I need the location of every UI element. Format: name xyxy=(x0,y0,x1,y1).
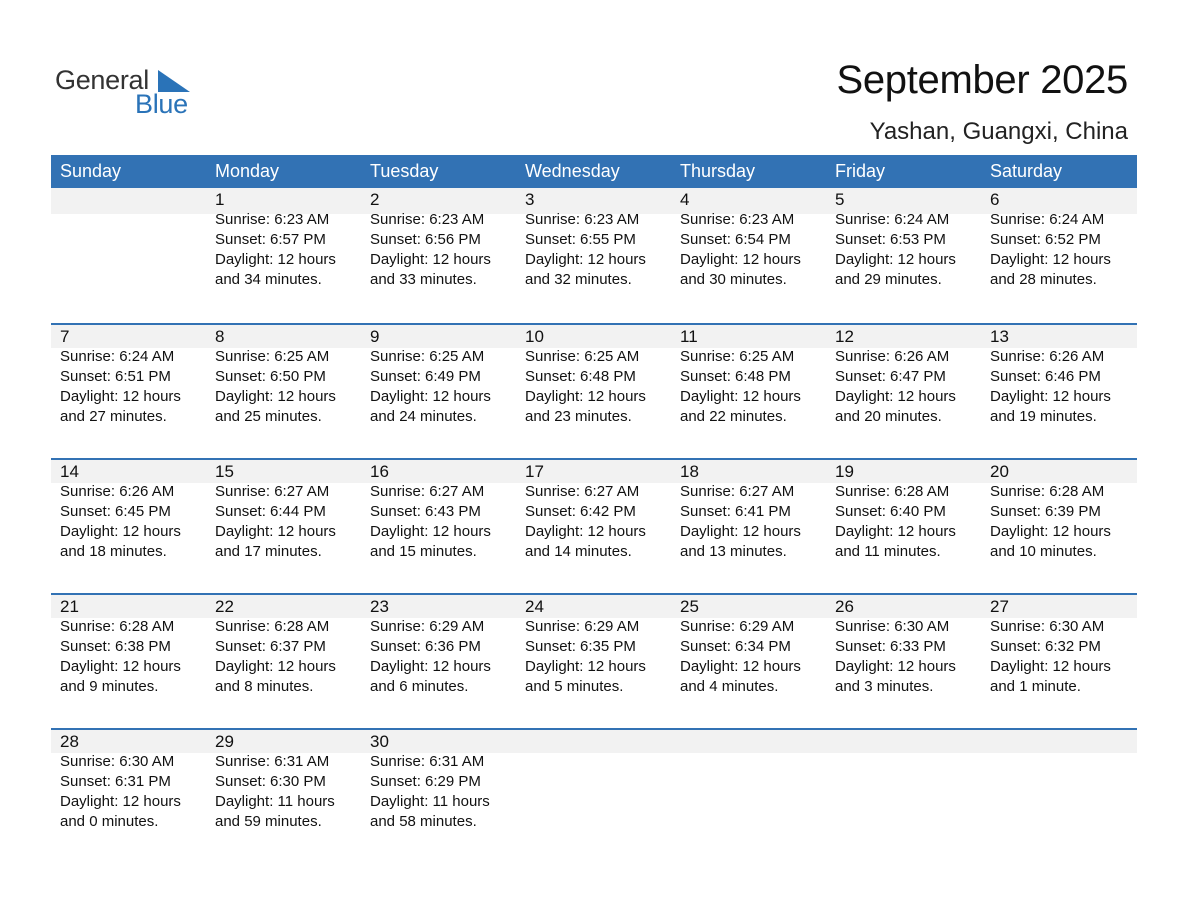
daylight-text: Daylight: 12 hours xyxy=(680,251,801,268)
sunset-text: Sunset: 6:50 PM xyxy=(215,368,326,385)
sunrise-text: Sunrise: 6:23 AM xyxy=(525,211,640,228)
calendar-week xyxy=(51,458,1137,593)
sunrise-text: Sunrise: 6:23 AM xyxy=(215,211,330,228)
day-cell xyxy=(361,458,516,562)
daylight-text: Daylight: 12 hours xyxy=(835,523,956,540)
sunrise-text: Sunrise: 6:25 AM xyxy=(215,348,330,365)
day-cell xyxy=(206,593,361,697)
day-cell xyxy=(981,323,1137,427)
sunset-text: Sunset: 6:40 PM xyxy=(835,503,946,520)
daylight-text: Daylight: 12 hours xyxy=(680,523,801,540)
day-cell xyxy=(361,188,516,290)
sunset-text: Sunset: 6:56 PM xyxy=(370,231,481,248)
daylight-minutes-text: and 3 minutes. xyxy=(835,678,934,695)
day-cell xyxy=(516,458,671,562)
day-number: 22 xyxy=(215,597,234,616)
sunset-text: Sunset: 6:39 PM xyxy=(990,503,1101,520)
sunset-text: Sunset: 6:30 PM xyxy=(215,773,326,790)
sunset-text: Sunset: 6:34 PM xyxy=(680,638,791,655)
daylight-text: Daylight: 12 hours xyxy=(215,388,336,405)
daylight-text: Daylight: 12 hours xyxy=(60,388,181,405)
sunset-text: Sunset: 6:44 PM xyxy=(215,503,326,520)
sunrise-text: Sunrise: 6:26 AM xyxy=(835,348,950,365)
daylight-minutes-text: and 58 minutes. xyxy=(370,813,477,830)
day-number: 24 xyxy=(525,597,544,616)
day-cell xyxy=(671,593,826,697)
day-cell xyxy=(516,593,671,697)
sunrise-text: Sunrise: 6:28 AM xyxy=(60,618,175,635)
empty-day-cell xyxy=(981,728,1137,832)
day-number: 17 xyxy=(525,462,544,481)
daylight-minutes-text: and 23 minutes. xyxy=(525,408,632,425)
sunrise-text: Sunrise: 6:23 AM xyxy=(370,211,485,228)
day-number: 25 xyxy=(680,597,699,616)
day-number: 12 xyxy=(835,327,854,346)
sunrise-text: Sunrise: 6:26 AM xyxy=(990,348,1105,365)
day-number: 28 xyxy=(60,732,79,751)
daylight-text: Daylight: 12 hours xyxy=(60,793,181,810)
daylight-minutes-text: and 34 minutes. xyxy=(215,271,322,288)
sunset-text: Sunset: 6:52 PM xyxy=(990,231,1101,248)
day-cell xyxy=(671,323,826,427)
sunrise-text: Sunrise: 6:24 AM xyxy=(60,348,175,365)
sunrise-text: Sunrise: 6:27 AM xyxy=(370,483,485,500)
day-number: 5 xyxy=(835,190,845,209)
sunset-text: Sunset: 6:49 PM xyxy=(370,368,481,385)
daylight-minutes-text: and 33 minutes. xyxy=(370,271,477,288)
day-cell xyxy=(361,593,516,697)
sunrise-text: Sunrise: 6:25 AM xyxy=(680,348,795,365)
daylight-text: Daylight: 12 hours xyxy=(370,251,491,268)
weekday-header-row xyxy=(51,155,1137,188)
day-number: 10 xyxy=(525,327,544,346)
daylight-text: Daylight: 12 hours xyxy=(990,388,1111,405)
location-subtitle: Yashan, Guangxi, China xyxy=(869,118,1128,145)
page-title: September 2025 xyxy=(836,58,1128,102)
daylight-minutes-text: and 20 minutes. xyxy=(835,408,942,425)
daylight-minutes-text: and 27 minutes. xyxy=(60,408,167,425)
daylight-minutes-text: and 22 minutes. xyxy=(680,408,787,425)
sunrise-text: Sunrise: 6:30 AM xyxy=(990,618,1105,635)
daylight-minutes-text: and 11 minutes. xyxy=(835,543,941,560)
sunset-text: Sunset: 6:33 PM xyxy=(835,638,946,655)
weekday-wednesday: Wednesday xyxy=(525,161,620,181)
sunset-text: Sunset: 6:53 PM xyxy=(835,231,946,248)
sunset-text: Sunset: 6:55 PM xyxy=(525,231,636,248)
weekday-thursday: Thursday xyxy=(680,161,756,181)
week-days xyxy=(51,188,1137,290)
day-cell xyxy=(516,188,671,290)
daylight-minutes-text: and 14 minutes. xyxy=(525,543,632,560)
calendar-grid xyxy=(51,155,1137,863)
sunrise-text: Sunrise: 6:29 AM xyxy=(370,618,485,635)
sunrise-text: Sunrise: 6:31 AM xyxy=(370,753,485,770)
sunrise-text: Sunrise: 6:29 AM xyxy=(680,618,795,635)
day-cell xyxy=(361,323,516,427)
daylight-text: Daylight: 12 hours xyxy=(60,523,181,540)
day-number: 29 xyxy=(215,732,234,751)
empty-day-cell xyxy=(51,188,206,290)
day-number: 16 xyxy=(370,462,389,481)
daylight-text: Daylight: 12 hours xyxy=(835,251,956,268)
sunset-text: Sunset: 6:45 PM xyxy=(60,503,171,520)
daylight-minutes-text: and 18 minutes. xyxy=(60,543,167,560)
day-number: 26 xyxy=(835,597,854,616)
day-cell xyxy=(206,188,361,290)
day-number: 18 xyxy=(680,462,699,481)
day-number: 11 xyxy=(680,327,698,346)
sunset-text: Sunset: 6:47 PM xyxy=(835,368,946,385)
weeks-container xyxy=(51,188,1137,863)
daylight-text: Daylight: 12 hours xyxy=(525,388,646,405)
daylight-text: Daylight: 12 hours xyxy=(835,388,956,405)
daylight-text: Daylight: 12 hours xyxy=(60,658,181,675)
sunset-text: Sunset: 6:36 PM xyxy=(370,638,481,655)
daylight-minutes-text: and 30 minutes. xyxy=(680,271,787,288)
sunset-text: Sunset: 6:43 PM xyxy=(370,503,481,520)
sunset-text: Sunset: 6:29 PM xyxy=(370,773,481,790)
daylight-minutes-text: and 1 minute. xyxy=(990,678,1081,695)
day-cell xyxy=(981,593,1137,697)
day-number: 8 xyxy=(215,327,225,346)
day-cell xyxy=(826,323,981,427)
day-cell xyxy=(361,728,516,832)
sunset-text: Sunset: 6:31 PM xyxy=(60,773,171,790)
day-cell xyxy=(51,458,206,562)
day-number: 14 xyxy=(60,462,79,481)
daylight-minutes-text: and 10 minutes. xyxy=(990,543,1097,560)
sunset-text: Sunset: 6:48 PM xyxy=(525,368,636,385)
day-number: 6 xyxy=(990,190,1000,209)
day-cell xyxy=(671,458,826,562)
daylight-minutes-text: and 29 minutes. xyxy=(835,271,942,288)
daylight-minutes-text: and 6 minutes. xyxy=(370,678,469,695)
day-number: 4 xyxy=(680,190,690,209)
day-number: 15 xyxy=(215,462,234,481)
day-cell xyxy=(826,593,981,697)
daylight-text: Daylight: 12 hours xyxy=(680,388,801,405)
day-number: 7 xyxy=(60,327,70,346)
weekday-tuesday: Tuesday xyxy=(370,161,439,181)
day-number: 20 xyxy=(990,462,1009,481)
sunset-text: Sunset: 6:37 PM xyxy=(215,638,326,655)
day-cell xyxy=(206,323,361,427)
day-number: 1 xyxy=(215,190,225,209)
daylight-minutes-text: and 32 minutes. xyxy=(525,271,632,288)
daylight-text: Daylight: 12 hours xyxy=(835,658,956,675)
sunrise-text: Sunrise: 6:26 AM xyxy=(60,483,175,500)
daylight-minutes-text: and 59 minutes. xyxy=(215,813,322,830)
calendar-week xyxy=(51,188,1137,323)
day-cell xyxy=(51,323,206,427)
weekday-saturday: Saturday xyxy=(990,161,1063,181)
sunrise-text: Sunrise: 6:30 AM xyxy=(835,618,950,635)
day-number: 27 xyxy=(990,597,1009,616)
daylight-text: Daylight: 12 hours xyxy=(215,523,336,540)
sunrise-text: Sunrise: 6:28 AM xyxy=(215,618,330,635)
day-cell xyxy=(981,188,1137,290)
day-number: 3 xyxy=(525,190,535,209)
day-cell xyxy=(206,458,361,562)
daylight-text: Daylight: 11 hours xyxy=(215,793,335,810)
daylight-text: Daylight: 12 hours xyxy=(525,251,646,268)
daylight-minutes-text: and 13 minutes. xyxy=(680,543,787,560)
logo-blue-text: Blue xyxy=(135,89,188,119)
daylight-minutes-text: and 19 minutes. xyxy=(990,408,1097,425)
daylight-minutes-text: and 9 minutes. xyxy=(60,678,159,695)
day-cell xyxy=(206,728,361,832)
day-cell xyxy=(981,458,1137,562)
sunrise-text: Sunrise: 6:29 AM xyxy=(525,618,640,635)
daylight-minutes-text: and 15 minutes. xyxy=(370,543,477,560)
daylight-text: Daylight: 12 hours xyxy=(215,251,336,268)
day-number: 23 xyxy=(370,597,389,616)
day-cell xyxy=(51,593,206,697)
sunset-text: Sunset: 6:38 PM xyxy=(60,638,171,655)
daylight-text: Daylight: 12 hours xyxy=(525,658,646,675)
week-days xyxy=(51,458,1137,562)
daylight-minutes-text: and 0 minutes. xyxy=(60,813,159,830)
sunset-text: Sunset: 6:35 PM xyxy=(525,638,636,655)
weekday-sunday: Sunday xyxy=(60,161,122,181)
sunrise-text: Sunrise: 6:28 AM xyxy=(990,483,1105,500)
daylight-text: Daylight: 12 hours xyxy=(370,523,491,540)
week-days xyxy=(51,593,1137,697)
sunset-text: Sunset: 6:46 PM xyxy=(990,368,1101,385)
daylight-text: Daylight: 12 hours xyxy=(990,251,1111,268)
daylight-minutes-text: and 28 minutes. xyxy=(990,271,1097,288)
week-days xyxy=(51,728,1137,832)
day-number: 2 xyxy=(370,190,380,209)
day-cell xyxy=(516,323,671,427)
day-number: 19 xyxy=(835,462,854,481)
empty-day-cell xyxy=(826,728,981,832)
daylight-text: Daylight: 12 hours xyxy=(370,658,491,675)
brand-logo xyxy=(55,64,195,120)
weekday-monday: Monday xyxy=(215,161,280,181)
calendar-week xyxy=(51,728,1137,863)
daylight-text: Daylight: 12 hours xyxy=(525,523,646,540)
daylight-text: Daylight: 12 hours xyxy=(990,658,1111,675)
day-number: 30 xyxy=(370,732,389,751)
sunrise-text: Sunrise: 6:27 AM xyxy=(215,483,330,500)
daylight-minutes-text: and 5 minutes. xyxy=(525,678,624,695)
weekday-friday: Friday xyxy=(835,161,886,181)
sunset-text: Sunset: 6:48 PM xyxy=(680,368,791,385)
day-cell xyxy=(671,188,826,290)
sunrise-text: Sunrise: 6:28 AM xyxy=(835,483,950,500)
sunrise-text: Sunrise: 6:24 AM xyxy=(835,211,950,228)
logo-general-text: General xyxy=(55,65,149,95)
daylight-minutes-text: and 17 minutes. xyxy=(215,543,322,560)
sunset-text: Sunset: 6:54 PM xyxy=(680,231,791,248)
daylight-text: Daylight: 12 hours xyxy=(215,658,336,675)
sunset-text: Sunset: 6:57 PM xyxy=(215,231,326,248)
sunrise-text: Sunrise: 6:24 AM xyxy=(990,211,1105,228)
sunrise-text: Sunrise: 6:27 AM xyxy=(525,483,640,500)
empty-day-cell xyxy=(671,728,826,832)
daylight-text: Daylight: 12 hours xyxy=(370,388,491,405)
daylight-minutes-text: and 4 minutes. xyxy=(680,678,779,695)
day-number: 9 xyxy=(370,327,380,346)
sunset-text: Sunset: 6:51 PM xyxy=(60,368,171,385)
week-days xyxy=(51,323,1137,427)
sunset-text: Sunset: 6:32 PM xyxy=(990,638,1101,655)
daylight-text: Daylight: 12 hours xyxy=(680,658,801,675)
sunrise-text: Sunrise: 6:25 AM xyxy=(525,348,640,365)
sunset-text: Sunset: 6:41 PM xyxy=(680,503,791,520)
daylight-text: Daylight: 12 hours xyxy=(990,523,1111,540)
daylight-minutes-text: and 25 minutes. xyxy=(215,408,322,425)
sunset-text: Sunset: 6:42 PM xyxy=(525,503,636,520)
day-cell xyxy=(826,458,981,562)
sunrise-text: Sunrise: 6:23 AM xyxy=(680,211,795,228)
daylight-text: Daylight: 11 hours xyxy=(370,793,490,810)
day-cell xyxy=(826,188,981,290)
sunrise-text: Sunrise: 6:25 AM xyxy=(370,348,485,365)
day-cell xyxy=(51,728,206,832)
calendar-week xyxy=(51,593,1137,728)
sunrise-text: Sunrise: 6:27 AM xyxy=(680,483,795,500)
daylight-minutes-text: and 8 minutes. xyxy=(215,678,314,695)
day-number: 13 xyxy=(990,327,1009,346)
day-number: 21 xyxy=(60,597,79,616)
sunrise-text: Sunrise: 6:30 AM xyxy=(60,753,175,770)
empty-day-cell xyxy=(516,728,671,832)
sunrise-text: Sunrise: 6:31 AM xyxy=(215,753,330,770)
daylight-minutes-text: and 24 minutes. xyxy=(370,408,477,425)
calendar-week xyxy=(51,323,1137,458)
